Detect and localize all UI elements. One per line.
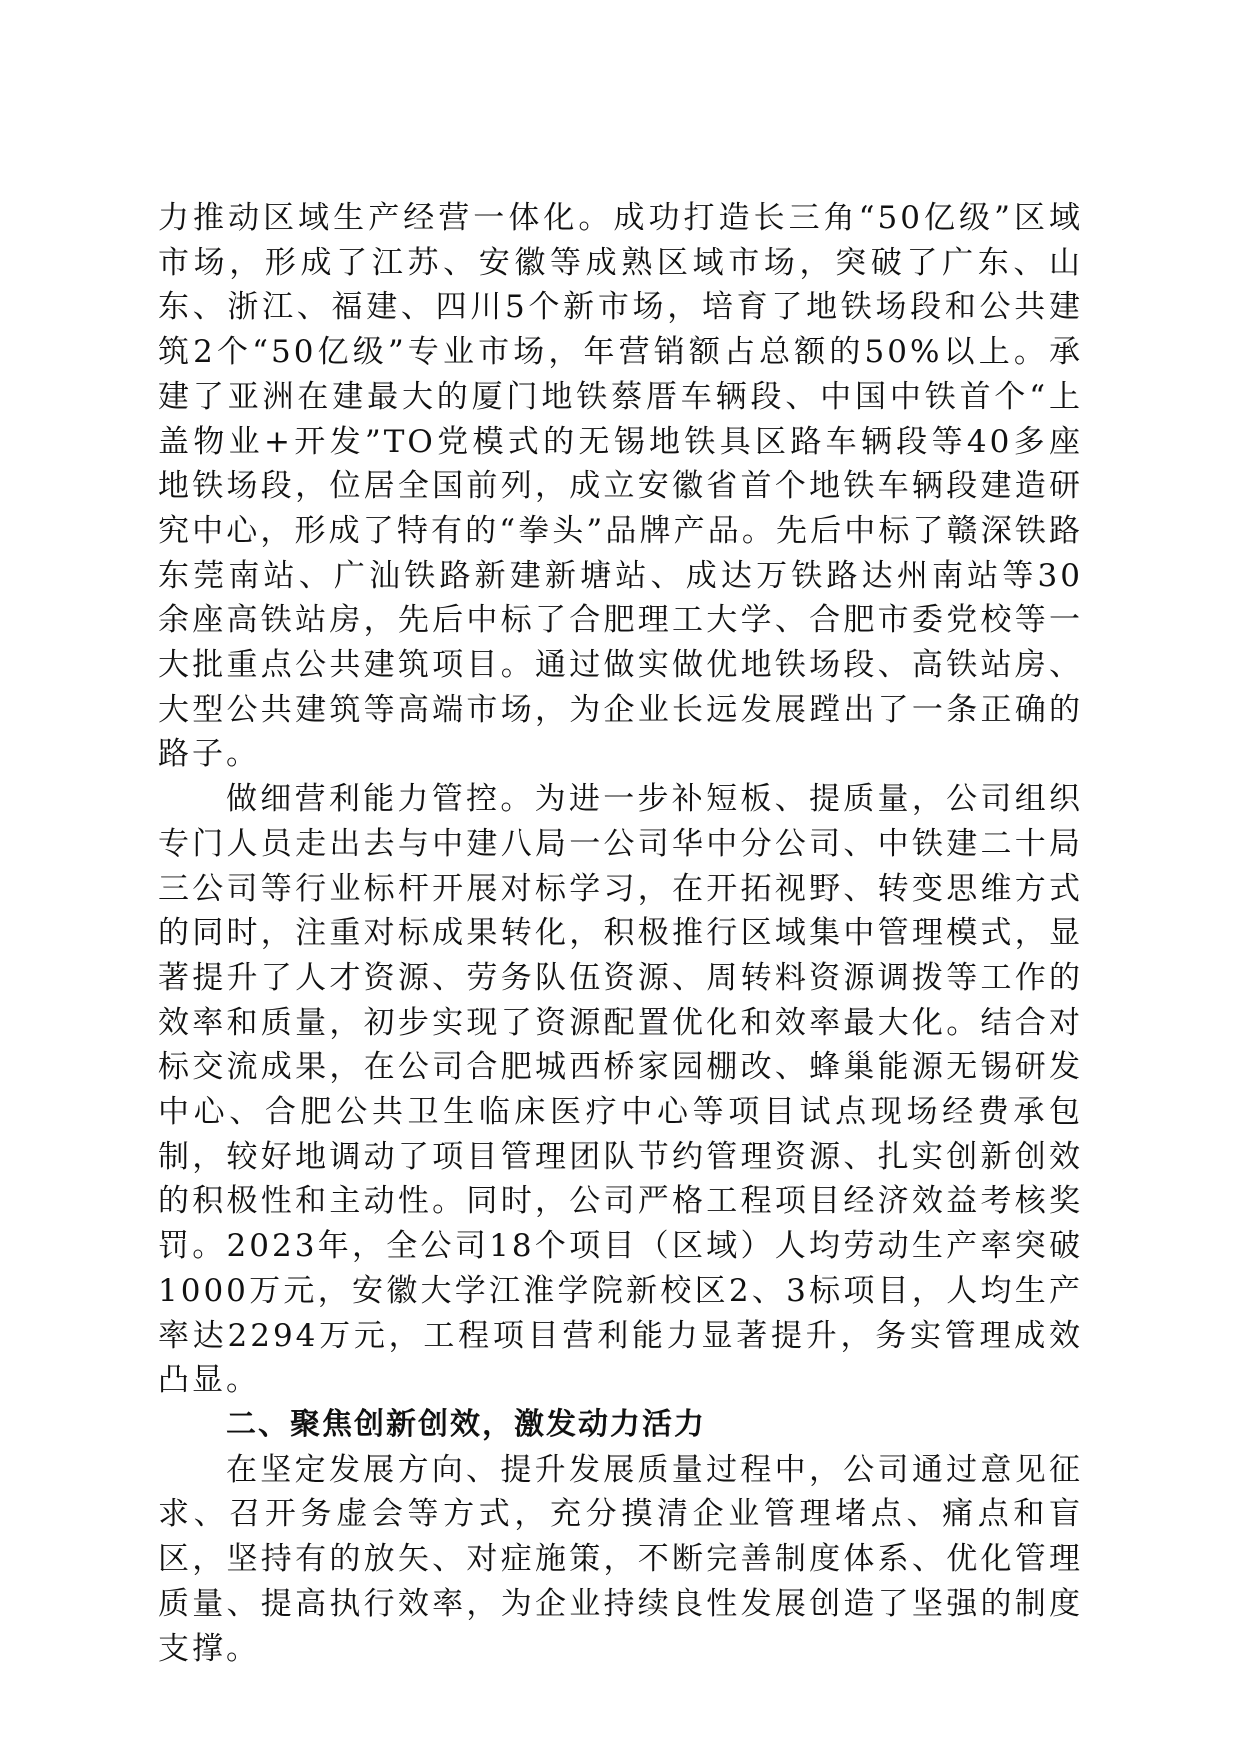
document-body [158,196,1083,1671]
paragraph-profit-control: 做细营利能力管控。为进一步补短板、提质量，公司组织专门人员走出去与中建八局一公司华中分公司、中铁建二十局三公司等行业标杆开展对标学习，在开拓视野、转变思维方式的同时，注重对标成果转化，积极推行区域集中管理模式，显著提升了人才资源、劳务队伍资源、周转料资源调拨等工作的效率和质量，初步实现了资源配置优化和效率最大化。结合对标交流成果，在公司合肥城西桥家园棚改、蜂巢能源无锡研发中心、合肥公共卫生临床医疗中心等项目试点现场经费承包制，较好地调动了项目管理团队节约管理资源、扎实创新创效的积极性和主动性。同时，公司严格工程项目经济效益考核奖罚。2023年，全公司18个项目（区域）人均劳动生产率突破1000万元，安徽大学江淮学院新校区2、3标项目，人均生产率达2294万元，工程项目营利能力显著提升，务实管理成效凸显。 [158,781,1083,1399]
paragraph-regional-markets: 力推动区域生产经营一体化。成功打造长三角“50亿级”区域市场，形成了江苏、安徽等成熟区域市场，突破了广东、山东、浙江、福建、四川5个新市场，培育了地铁场段和公共建筑2个“50亿级”专业市场，年营销额占总额的50%以上。承建了亚洲在建最大的厦门地铁蔡厝车辆段、中国中铁首个“上盖物业+开发”TO党模式的无锡地铁具区路车辆段等40多座地铁场段，位居全国前列，成立安徽省首个地铁车辆段建造研究中心，形成了特有的“拳头”品牌产品。先后中标了赣深铁路东莞南站、广汕铁路新建新塘站、成达万铁路达州南站等30余座高铁站房，先后中标了合肥理工大学、合肥市委党校等一大批重点公共建筑项目。通过做实做优地铁场段、高铁站房、大型公共建筑等高端市场，为企业长远发展蹚出了一条正确的路子。 [158,200,1083,773]
section-heading: 二、聚焦创新创效，激发动力活力 [226,1406,706,1442]
paragraph-innovation: 在坚定发展方向、提升发展质量过程中，公司通过意见征求、召开务虚会等方式，充分摸清企业管理堵点、痛点和盲区，坚持有的放矢、对症施策，不断完善制度体系、优化管理质量、提高执行效率，为企业持续良性发展创造了坚强的制度支撑。 [158,1451,1083,1667]
